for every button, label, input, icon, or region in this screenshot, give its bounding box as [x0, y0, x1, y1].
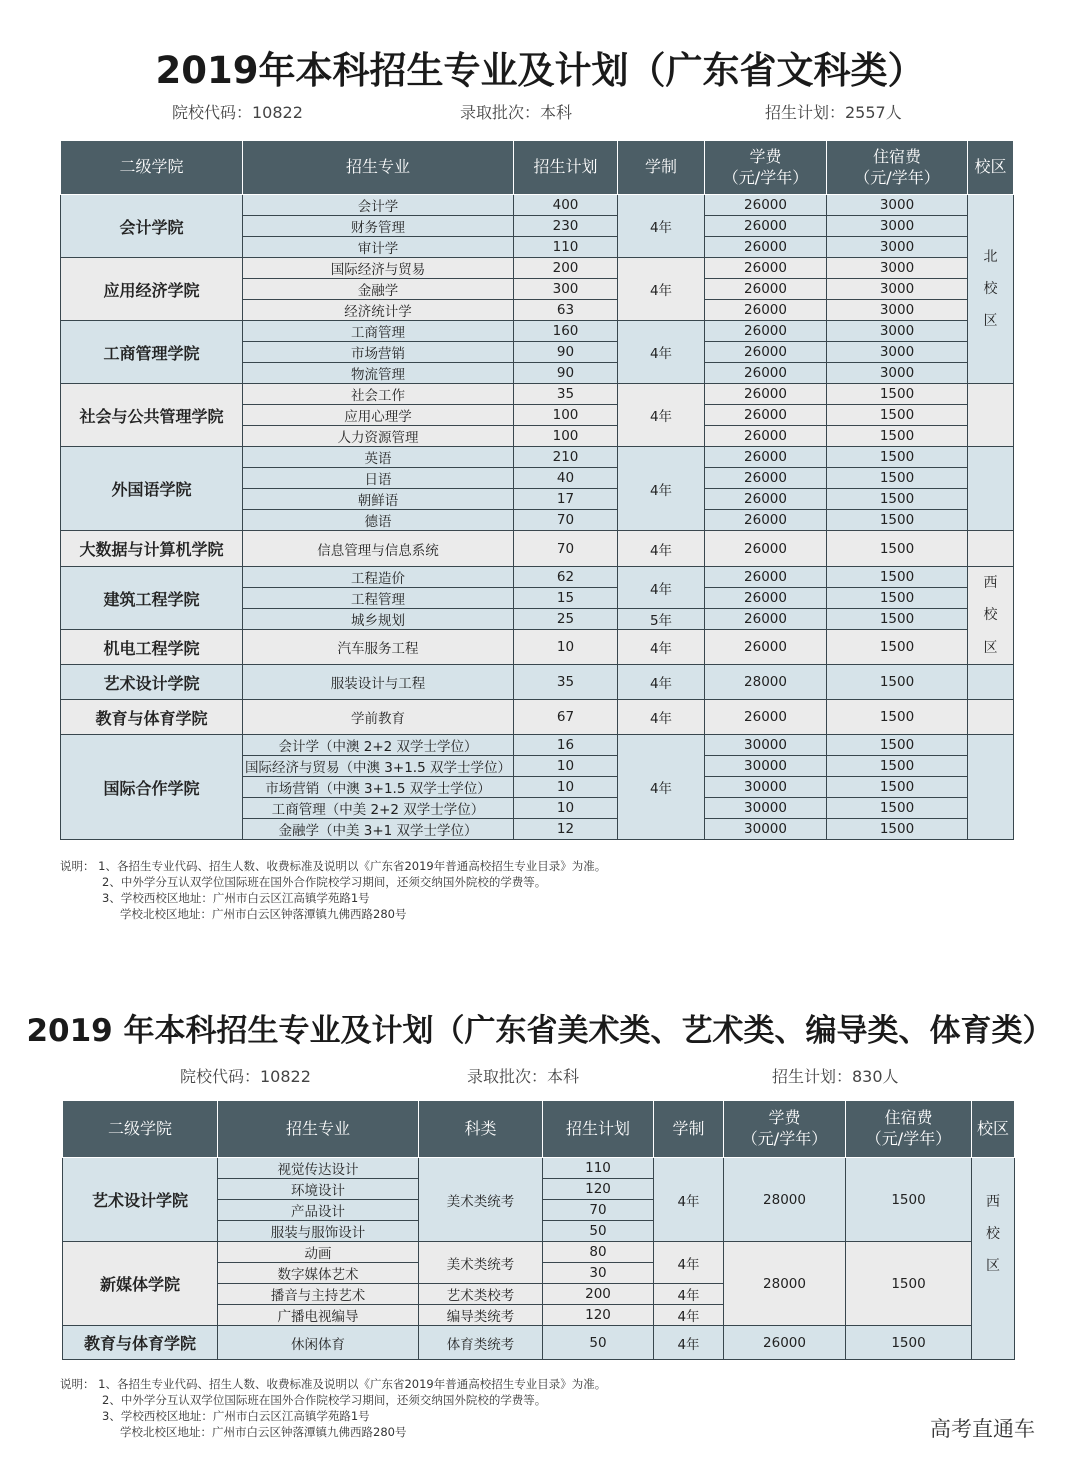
years-cell: 4年 — [654, 1158, 724, 1242]
tuition-cell: 26000 — [705, 426, 827, 447]
dorm-cell: 1500 — [827, 798, 968, 819]
tuition-cell: 26000 — [705, 489, 827, 510]
tuition-cell: 28000 — [724, 1158, 846, 1242]
plan-cell: 110 — [543, 1158, 654, 1179]
header-category: 科类 — [419, 1101, 543, 1158]
years-cell: 4年 — [618, 531, 705, 567]
major-cell: 会计学（中澳 2+2 双学士学位） — [243, 735, 514, 756]
table1-header-row — [61, 141, 1014, 195]
note-line: 说明： 1、各招生专业代码、招生人数、收费标准及说明以《广东省2019年普通高校招生专业目录》为准。 — [60, 1377, 607, 1391]
table2-notes — [60, 1376, 606, 1440]
table1-title: 2019年本科招生专业及计划（广东省文科类） — [155, 49, 925, 92]
table1 — [60, 140, 1014, 840]
header-college: 二级学院 — [61, 141, 243, 195]
header-tuition: 学费 （元/学年） — [705, 141, 827, 195]
table-row — [61, 665, 1014, 700]
dorm-cell: 1500 — [827, 819, 968, 840]
tuition-cell: 26000 — [705, 321, 827, 342]
header-plan: 招生计划 — [514, 141, 618, 195]
years-cell: 4年 — [618, 700, 705, 735]
major-cell: 市场营销 — [243, 342, 514, 363]
major-cell: 数字媒体艺术 — [218, 1263, 419, 1284]
college-cell: 应用经济学院 — [61, 258, 243, 321]
table-row — [61, 321, 1014, 342]
header-dorm: 住宿费 （元/学年） — [827, 141, 968, 195]
category-cell: 体育类统考 — [419, 1326, 543, 1360]
major-cell: 休闲体育 — [218, 1326, 419, 1360]
major-cell: 工程造价 — [243, 567, 514, 588]
header-college: 二级学院 — [63, 1101, 218, 1158]
note-line: 3、学校西校区地址：广州市白云区江高镇学苑路1号 — [102, 1409, 370, 1423]
major-cell: 工商管理 — [243, 321, 514, 342]
major-cell: 日语 — [243, 468, 514, 489]
dorm-cell: 1500 — [827, 531, 968, 567]
category-cell: 艺术类校考 — [419, 1284, 543, 1305]
college-cell: 新媒体学院 — [63, 1242, 218, 1326]
tuition-cell: 26000 — [705, 510, 827, 531]
table-row — [61, 531, 1014, 567]
plan-cell: 30 — [543, 1263, 654, 1284]
campus-cell — [968, 384, 1014, 447]
table2-header-row — [63, 1101, 1015, 1158]
note-line: 说明： 1、各招生专业代码、招生人数、收费标准及说明以《广东省2019年普通高校招生专业目录》为准。 — [60, 859, 607, 873]
category-cell: 美术类统考 — [419, 1242, 543, 1284]
table-row — [61, 567, 1014, 588]
major-cell: 视觉传达设计 — [218, 1158, 419, 1179]
dorm-cell: 3000 — [827, 321, 968, 342]
table2-plan-total: 招生计划：830人 — [772, 1067, 899, 1086]
years-cell: 4年 — [618, 567, 705, 609]
tuition-cell: 26000 — [724, 1326, 846, 1360]
plan-cell: 400 — [514, 195, 618, 216]
plan-cell: 10 — [514, 777, 618, 798]
campus-cell — [968, 447, 1014, 531]
years-cell: 4年 — [618, 384, 705, 447]
tuition-cell: 26000 — [705, 609, 827, 630]
tuition-cell: 30000 — [705, 798, 827, 819]
tuition-cell: 26000 — [705, 279, 827, 300]
plan-cell: 50 — [543, 1221, 654, 1242]
table2-title: 2019 年本科招生专业及计划（广东省美术类、艺术类、编导类、体育类） — [26, 1013, 1054, 1049]
plan-cell: 90 — [514, 342, 618, 363]
plan-cell: 50 — [543, 1326, 654, 1360]
tuition-cell: 30000 — [705, 777, 827, 798]
college-cell: 国际合作学院 — [61, 735, 243, 840]
major-cell: 服装与服饰设计 — [218, 1221, 419, 1242]
dorm-cell: 1500 — [827, 426, 968, 447]
dorm-cell: 1500 — [827, 588, 968, 609]
plan-cell: 10 — [514, 630, 618, 665]
years-cell: 4年 — [618, 321, 705, 384]
tuition-cell: 26000 — [705, 216, 827, 237]
tuition-cell: 26000 — [705, 588, 827, 609]
campus-cell: 北 校 区 — [968, 195, 1014, 384]
campus-cell — [968, 700, 1014, 735]
dorm-cell: 1500 — [827, 489, 968, 510]
plan-cell: 25 — [514, 609, 618, 630]
table-row — [61, 384, 1014, 405]
years-cell: 4年 — [618, 258, 705, 321]
years-cell: 5年 — [618, 609, 705, 630]
note-line: 3、学校西校区地址：广州市白云区江高镇学苑路1号 — [102, 891, 370, 905]
tuition-cell: 30000 — [705, 819, 827, 840]
college-cell: 外国语学院 — [61, 447, 243, 531]
tuition-cell: 26000 — [705, 567, 827, 588]
tuition-cell: 26000 — [705, 237, 827, 258]
table-row — [61, 700, 1014, 735]
college-cell: 工商管理学院 — [61, 321, 243, 384]
header-major: 招生专业 — [243, 141, 514, 195]
college-cell: 机电工程学院 — [61, 630, 243, 665]
dorm-cell: 1500 — [827, 384, 968, 405]
years-cell: 4年 — [654, 1305, 724, 1326]
category-cell: 编导类统考 — [419, 1305, 543, 1326]
dorm-cell: 1500 — [827, 700, 968, 735]
tuition-cell: 26000 — [705, 258, 827, 279]
table-row — [61, 630, 1014, 665]
years-cell: 4年 — [618, 630, 705, 665]
dorm-cell: 3000 — [827, 216, 968, 237]
header-plan: 招生计划 — [543, 1101, 654, 1158]
plan-cell: 12 — [514, 819, 618, 840]
dorm-cell: 1500 — [846, 1326, 972, 1360]
plan-cell: 200 — [543, 1284, 654, 1305]
table1-school-code: 院校代码：10822 — [172, 103, 303, 122]
tuition-cell: 26000 — [705, 630, 827, 665]
plan-cell: 100 — [514, 426, 618, 447]
table-row — [61, 195, 1014, 216]
dorm-cell: 1500 — [827, 609, 968, 630]
header-years: 学制 — [654, 1101, 724, 1158]
plan-cell: 35 — [514, 665, 618, 700]
plan-cell: 230 — [514, 216, 618, 237]
major-cell: 城乡规划 — [243, 609, 514, 630]
tuition-cell: 28000 — [724, 1242, 846, 1326]
dorm-cell: 1500 — [827, 665, 968, 700]
tuition-cell: 26000 — [705, 363, 827, 384]
plan-cell: 160 — [514, 321, 618, 342]
table-row — [63, 1242, 1015, 1263]
major-cell: 德语 — [243, 510, 514, 531]
dorm-cell: 1500 — [827, 447, 968, 468]
plan-cell: 15 — [514, 588, 618, 609]
header-campus: 校区 — [972, 1101, 1015, 1158]
college-cell: 教育与体育学院 — [61, 700, 243, 735]
major-cell: 工程管理 — [243, 588, 514, 609]
dorm-cell: 1500 — [827, 510, 968, 531]
college-cell: 艺术设计学院 — [61, 665, 243, 700]
tuition-cell: 26000 — [705, 384, 827, 405]
years-cell: 4年 — [654, 1242, 724, 1284]
plan-cell: 70 — [543, 1200, 654, 1221]
major-cell: 应用心理学 — [243, 405, 514, 426]
major-cell: 英语 — [243, 447, 514, 468]
plan-cell: 300 — [514, 279, 618, 300]
category-cell: 美术类统考 — [419, 1158, 543, 1242]
plan-cell: 90 — [514, 363, 618, 384]
table-row — [61, 258, 1014, 279]
college-cell: 建筑工程学院 — [61, 567, 243, 630]
plan-cell: 70 — [514, 510, 618, 531]
years-cell: 4年 — [654, 1326, 724, 1360]
years-cell: 4年 — [618, 735, 705, 840]
table2-batch: 录取批次：本科 — [467, 1067, 580, 1086]
dorm-cell: 3000 — [827, 300, 968, 321]
header-tuition: 学费 （元/学年） — [724, 1101, 846, 1158]
plan-cell: 210 — [514, 447, 618, 468]
header-years: 学制 — [618, 141, 705, 195]
note-line: 学校北校区地址：广州市白云区钟落潭镇九佛西路280号 — [120, 1425, 407, 1439]
note-line: 学校北校区地址：广州市白云区钟落潭镇九佛西路280号 — [120, 907, 407, 921]
major-cell: 工商管理（中美 2+2 双学士学位） — [243, 798, 514, 819]
tuition-cell: 26000 — [705, 531, 827, 567]
plan-cell: 10 — [514, 798, 618, 819]
table2-school-code: 院校代码：10822 — [180, 1067, 311, 1086]
dorm-cell: 3000 — [827, 237, 968, 258]
dorm-cell: 1500 — [827, 630, 968, 665]
college-cell: 会计学院 — [61, 195, 243, 258]
major-cell: 会计学 — [243, 195, 514, 216]
table1-plan-total: 招生计划：2557人 — [765, 103, 902, 122]
major-cell: 财务管理 — [243, 216, 514, 237]
dorm-cell: 1500 — [846, 1242, 972, 1326]
plan-cell: 62 — [514, 567, 618, 588]
campus-cell: 西 校 区 — [972, 1158, 1015, 1360]
table-row — [61, 447, 1014, 468]
plan-cell: 16 — [514, 735, 618, 756]
header-major: 招生专业 — [218, 1101, 419, 1158]
table1-notes — [60, 858, 606, 922]
plan-cell: 17 — [514, 489, 618, 510]
major-cell: 国际经济与贸易（中澳 3+1.5 双学士学位） — [243, 756, 514, 777]
dorm-cell: 3000 — [827, 342, 968, 363]
table-row — [61, 735, 1014, 756]
plan-cell: 110 — [514, 237, 618, 258]
plan-cell: 120 — [543, 1305, 654, 1326]
dorm-cell: 1500 — [846, 1158, 972, 1242]
years-cell: 4年 — [618, 665, 705, 700]
tuition-cell: 26000 — [705, 700, 827, 735]
major-cell: 社会工作 — [243, 384, 514, 405]
table1-batch: 录取批次：本科 — [460, 103, 573, 122]
major-cell: 经济统计学 — [243, 300, 514, 321]
plan-cell: 40 — [514, 468, 618, 489]
campus-cell — [968, 735, 1014, 840]
plan-cell: 63 — [514, 300, 618, 321]
major-cell: 物流管理 — [243, 363, 514, 384]
college-cell: 艺术设计学院 — [63, 1158, 218, 1242]
campus-cell — [968, 665, 1014, 700]
dorm-cell: 3000 — [827, 363, 968, 384]
dorm-cell: 3000 — [827, 258, 968, 279]
plan-cell: 100 — [514, 405, 618, 426]
years-cell: 4年 — [618, 447, 705, 531]
header-campus: 校区 — [968, 141, 1014, 195]
college-cell: 大数据与计算机学院 — [61, 531, 243, 567]
major-cell: 播音与主持艺术 — [218, 1284, 419, 1305]
dorm-cell: 1500 — [827, 777, 968, 798]
years-cell: 4年 — [618, 195, 705, 258]
major-cell: 产品设计 — [218, 1200, 419, 1221]
tuition-cell: 26000 — [705, 342, 827, 363]
campus-cell — [968, 531, 1014, 567]
plan-cell: 70 — [514, 531, 618, 567]
dorm-cell: 1500 — [827, 468, 968, 489]
major-cell: 朝鲜语 — [243, 489, 514, 510]
major-cell: 国际经济与贸易 — [243, 258, 514, 279]
tuition-cell: 30000 — [705, 756, 827, 777]
major-cell: 广播电视编导 — [218, 1305, 419, 1326]
header-dorm: 住宿费 （元/学年） — [846, 1101, 972, 1158]
years-cell: 4年 — [654, 1284, 724, 1305]
tuition-cell: 26000 — [705, 447, 827, 468]
watermark-text: 高考直通车 — [930, 1417, 1035, 1441]
note-line: 2、中外学分互认双学位国际班在国外合作院校学习期间，还须交纳国外院校的学费等。 — [102, 1393, 547, 1407]
major-cell: 金融学（中美 3+1 双学士学位） — [243, 819, 514, 840]
major-cell: 人力资源管理 — [243, 426, 514, 447]
tuition-cell: 26000 — [705, 195, 827, 216]
major-cell: 市场营销（中澳 3+1.5 双学士学位） — [243, 777, 514, 798]
tuition-cell: 26000 — [705, 468, 827, 489]
plan-cell: 35 — [514, 384, 618, 405]
dorm-cell: 3000 — [827, 195, 968, 216]
major-cell: 审计学 — [243, 237, 514, 258]
tuition-cell: 30000 — [705, 735, 827, 756]
campus-cell: 西 校 区 — [968, 567, 1014, 665]
plan-cell: 200 — [514, 258, 618, 279]
dorm-cell: 1500 — [827, 567, 968, 588]
college-cell: 社会与公共管理学院 — [61, 384, 243, 447]
plan-cell: 120 — [543, 1179, 654, 1200]
college-cell: 教育与体育学院 — [63, 1326, 218, 1360]
dorm-cell: 1500 — [827, 735, 968, 756]
major-cell: 汽车服务工程 — [243, 630, 514, 665]
table2 — [62, 1100, 1015, 1360]
major-cell: 环境设计 — [218, 1179, 419, 1200]
dorm-cell: 1500 — [827, 405, 968, 426]
note-line: 2、中外学分互认双学位国际班在国外合作院校学习期间，还须交纳国外院校的学费等。 — [102, 875, 547, 889]
major-cell: 金融学 — [243, 279, 514, 300]
major-cell: 学前教育 — [243, 700, 514, 735]
table-row — [63, 1158, 1015, 1179]
plan-cell: 10 — [514, 756, 618, 777]
tuition-cell: 26000 — [705, 300, 827, 321]
plan-cell: 67 — [514, 700, 618, 735]
major-cell: 信息管理与信息系统 — [243, 531, 514, 567]
dorm-cell: 1500 — [827, 756, 968, 777]
tuition-cell: 28000 — [705, 665, 827, 700]
tuition-cell: 26000 — [705, 405, 827, 426]
dorm-cell: 3000 — [827, 279, 968, 300]
table-row — [63, 1326, 1015, 1360]
major-cell: 动画 — [218, 1242, 419, 1263]
major-cell: 服装设计与工程 — [243, 665, 514, 700]
plan-cell: 80 — [543, 1242, 654, 1263]
